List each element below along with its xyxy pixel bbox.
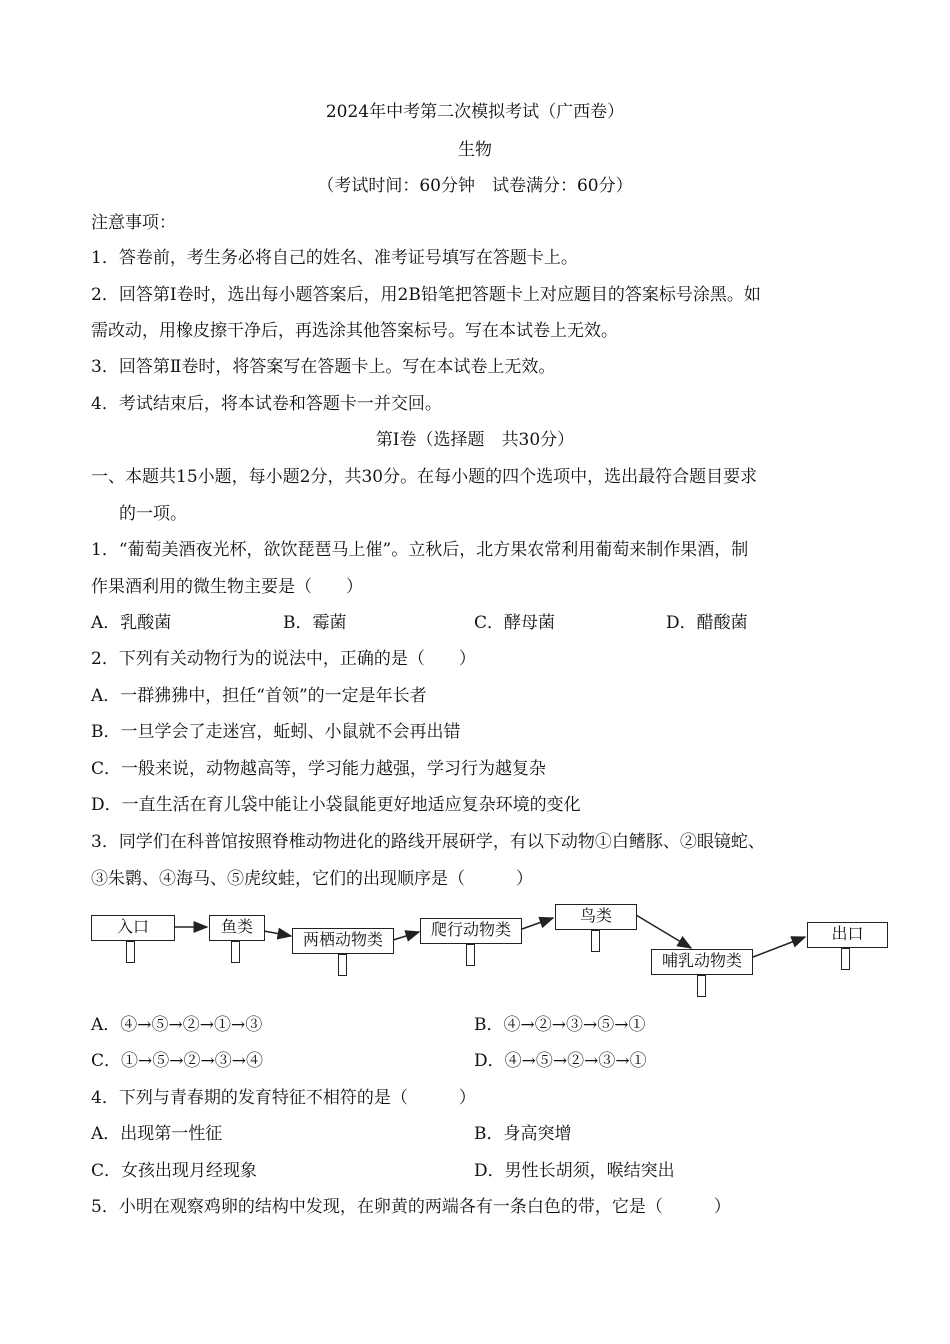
- question-1-option-c: C．酵母菌: [474, 613, 556, 633]
- question-2-option-d: D．一直生活在育儿袋中能让小袋鼠能更好地适应复杂环境的变化: [91, 795, 581, 815]
- part-1-intro-line-2: 的一项。: [119, 504, 187, 524]
- question-4-option-c: C．女孩出现月经现象: [91, 1161, 258, 1181]
- question-4-option-d: D．男性长胡须，喉结突出: [474, 1161, 675, 1181]
- entrance-sign-post: [126, 941, 135, 963]
- question-3-option-a: A．④→⑤→②→①→③: [91, 1015, 263, 1035]
- entrance-sign: 入口: [91, 915, 175, 941]
- exam-info: （考试时间：60分钟 试卷满分：60分）: [317, 176, 633, 196]
- arrow-reptile-to-bird: [522, 918, 553, 929]
- question-3-option-d: D．④→⑤→②→③→①: [474, 1051, 647, 1071]
- mammal-sign: 哺乳动物类: [651, 949, 753, 975]
- question-4-option-a: A．出现第一性征: [91, 1124, 223, 1144]
- question-1-option-a: A．乳酸菌: [91, 613, 172, 633]
- reptile-sign: 爬行动物类: [420, 918, 522, 944]
- question-1-option-d: D．醋酸菌: [666, 613, 748, 633]
- bird-sign: 鸟类: [555, 904, 637, 930]
- exam-title: 2024年中考第二次模拟考试（广西卷）: [325, 102, 625, 122]
- notice-item-1: 1．答卷前，考生务必将自己的姓名、准考证号填写在答题卡上。: [91, 248, 578, 268]
- arrow-bird-to-mammal: [636, 915, 691, 948]
- question-4-stem: 4．下列与青春期的发育特征不相符的是（ ）: [91, 1088, 476, 1108]
- question-2-stem: 2．下列有关动物行为的说法中，正确的是（ ）: [91, 649, 476, 669]
- question-3-option-c: C．①→⑤→②→③→④: [91, 1051, 263, 1071]
- question-1-option-b: B．霉菌: [283, 613, 347, 633]
- exit-sign-post: [841, 948, 850, 970]
- amphibian-sign: 两栖动物类: [292, 928, 394, 954]
- notice-item-4: 4．考试结束后，将本试卷和答题卡一并交回。: [91, 394, 442, 414]
- question-1-line-1: 1．“葡萄美酒夜光杯，欲饮琵琶马上催”。立秋后，北方果农常利用葡萄来制作果酒，制: [91, 540, 749, 560]
- notice-item-2-line-2: 需改动，用橡皮擦干净后，再选涂其他答案标号。写在本试卷上无效。: [91, 321, 618, 341]
- question-2-option-c: C．一般来说，动物越高等，学习能力越强，学习行为越复杂: [91, 759, 547, 779]
- fish-sign: 鱼类: [209, 915, 265, 941]
- question-3-line-2: ③朱鹮、④海马、⑤虎纹蛙，它们的出现顺序是（ ）: [91, 869, 533, 889]
- question-5-stem: 5．小明在观察鸡卵的结构中发现，在卵黄的两端各有一条白色的带，它是（ ）: [91, 1197, 731, 1217]
- reptile-sign-post: [466, 944, 475, 966]
- amphibian-sign-post: [338, 954, 347, 976]
- question-4-option-b: B．身高突增: [474, 1124, 572, 1144]
- bird-sign-post: [591, 930, 600, 952]
- question-2-option-b: B．一旦学会了走迷宫，蚯蚓、小鼠就不会再出错: [91, 722, 461, 742]
- notice-heading: 注意事项：: [91, 213, 176, 233]
- part-1-heading: 第Ⅰ卷（选择题 共30分）: [375, 430, 575, 450]
- question-3-line-1: 3．同学们在科普馆按照脊椎动物进化的路线开展研学，有以下动物①白鳍豚、②眼镜蛇、: [91, 832, 765, 852]
- part-1-intro-line-1: 一、本题共15小题，每小题2分，共30分。在每小题的四个选项中，选出最符合题目要求: [91, 467, 758, 487]
- subject-title: 生物: [458, 140, 492, 160]
- fish-sign-post: [231, 941, 240, 963]
- question-2-option-a: A．一群狒狒中，担任“首领”的一定是年长者: [91, 686, 427, 706]
- notice-item-2-line-1: 2．回答第Ⅰ卷时，选出每小题答案后，用2B铅笔把答题卡上对应题目的答案标号涂黑。如: [91, 285, 761, 305]
- arrow-fish-to-amphibian: [264, 931, 291, 936]
- mammal-sign-post: [697, 975, 706, 997]
- question-1-line-2: 作果酒利用的微生物主要是（ ）: [91, 577, 363, 597]
- question-3-option-b: B．④→②→③→⑤→①: [474, 1015, 646, 1035]
- notice-item-3: 3．回答第Ⅱ卷时，将答案写在答题卡上。写在本试卷上无效。: [91, 357, 556, 377]
- exit-sign: 出口: [807, 922, 888, 948]
- arrow-amphibian-to-reptile: [393, 932, 419, 940]
- arrow-mammal-to-exit: [753, 937, 805, 957]
